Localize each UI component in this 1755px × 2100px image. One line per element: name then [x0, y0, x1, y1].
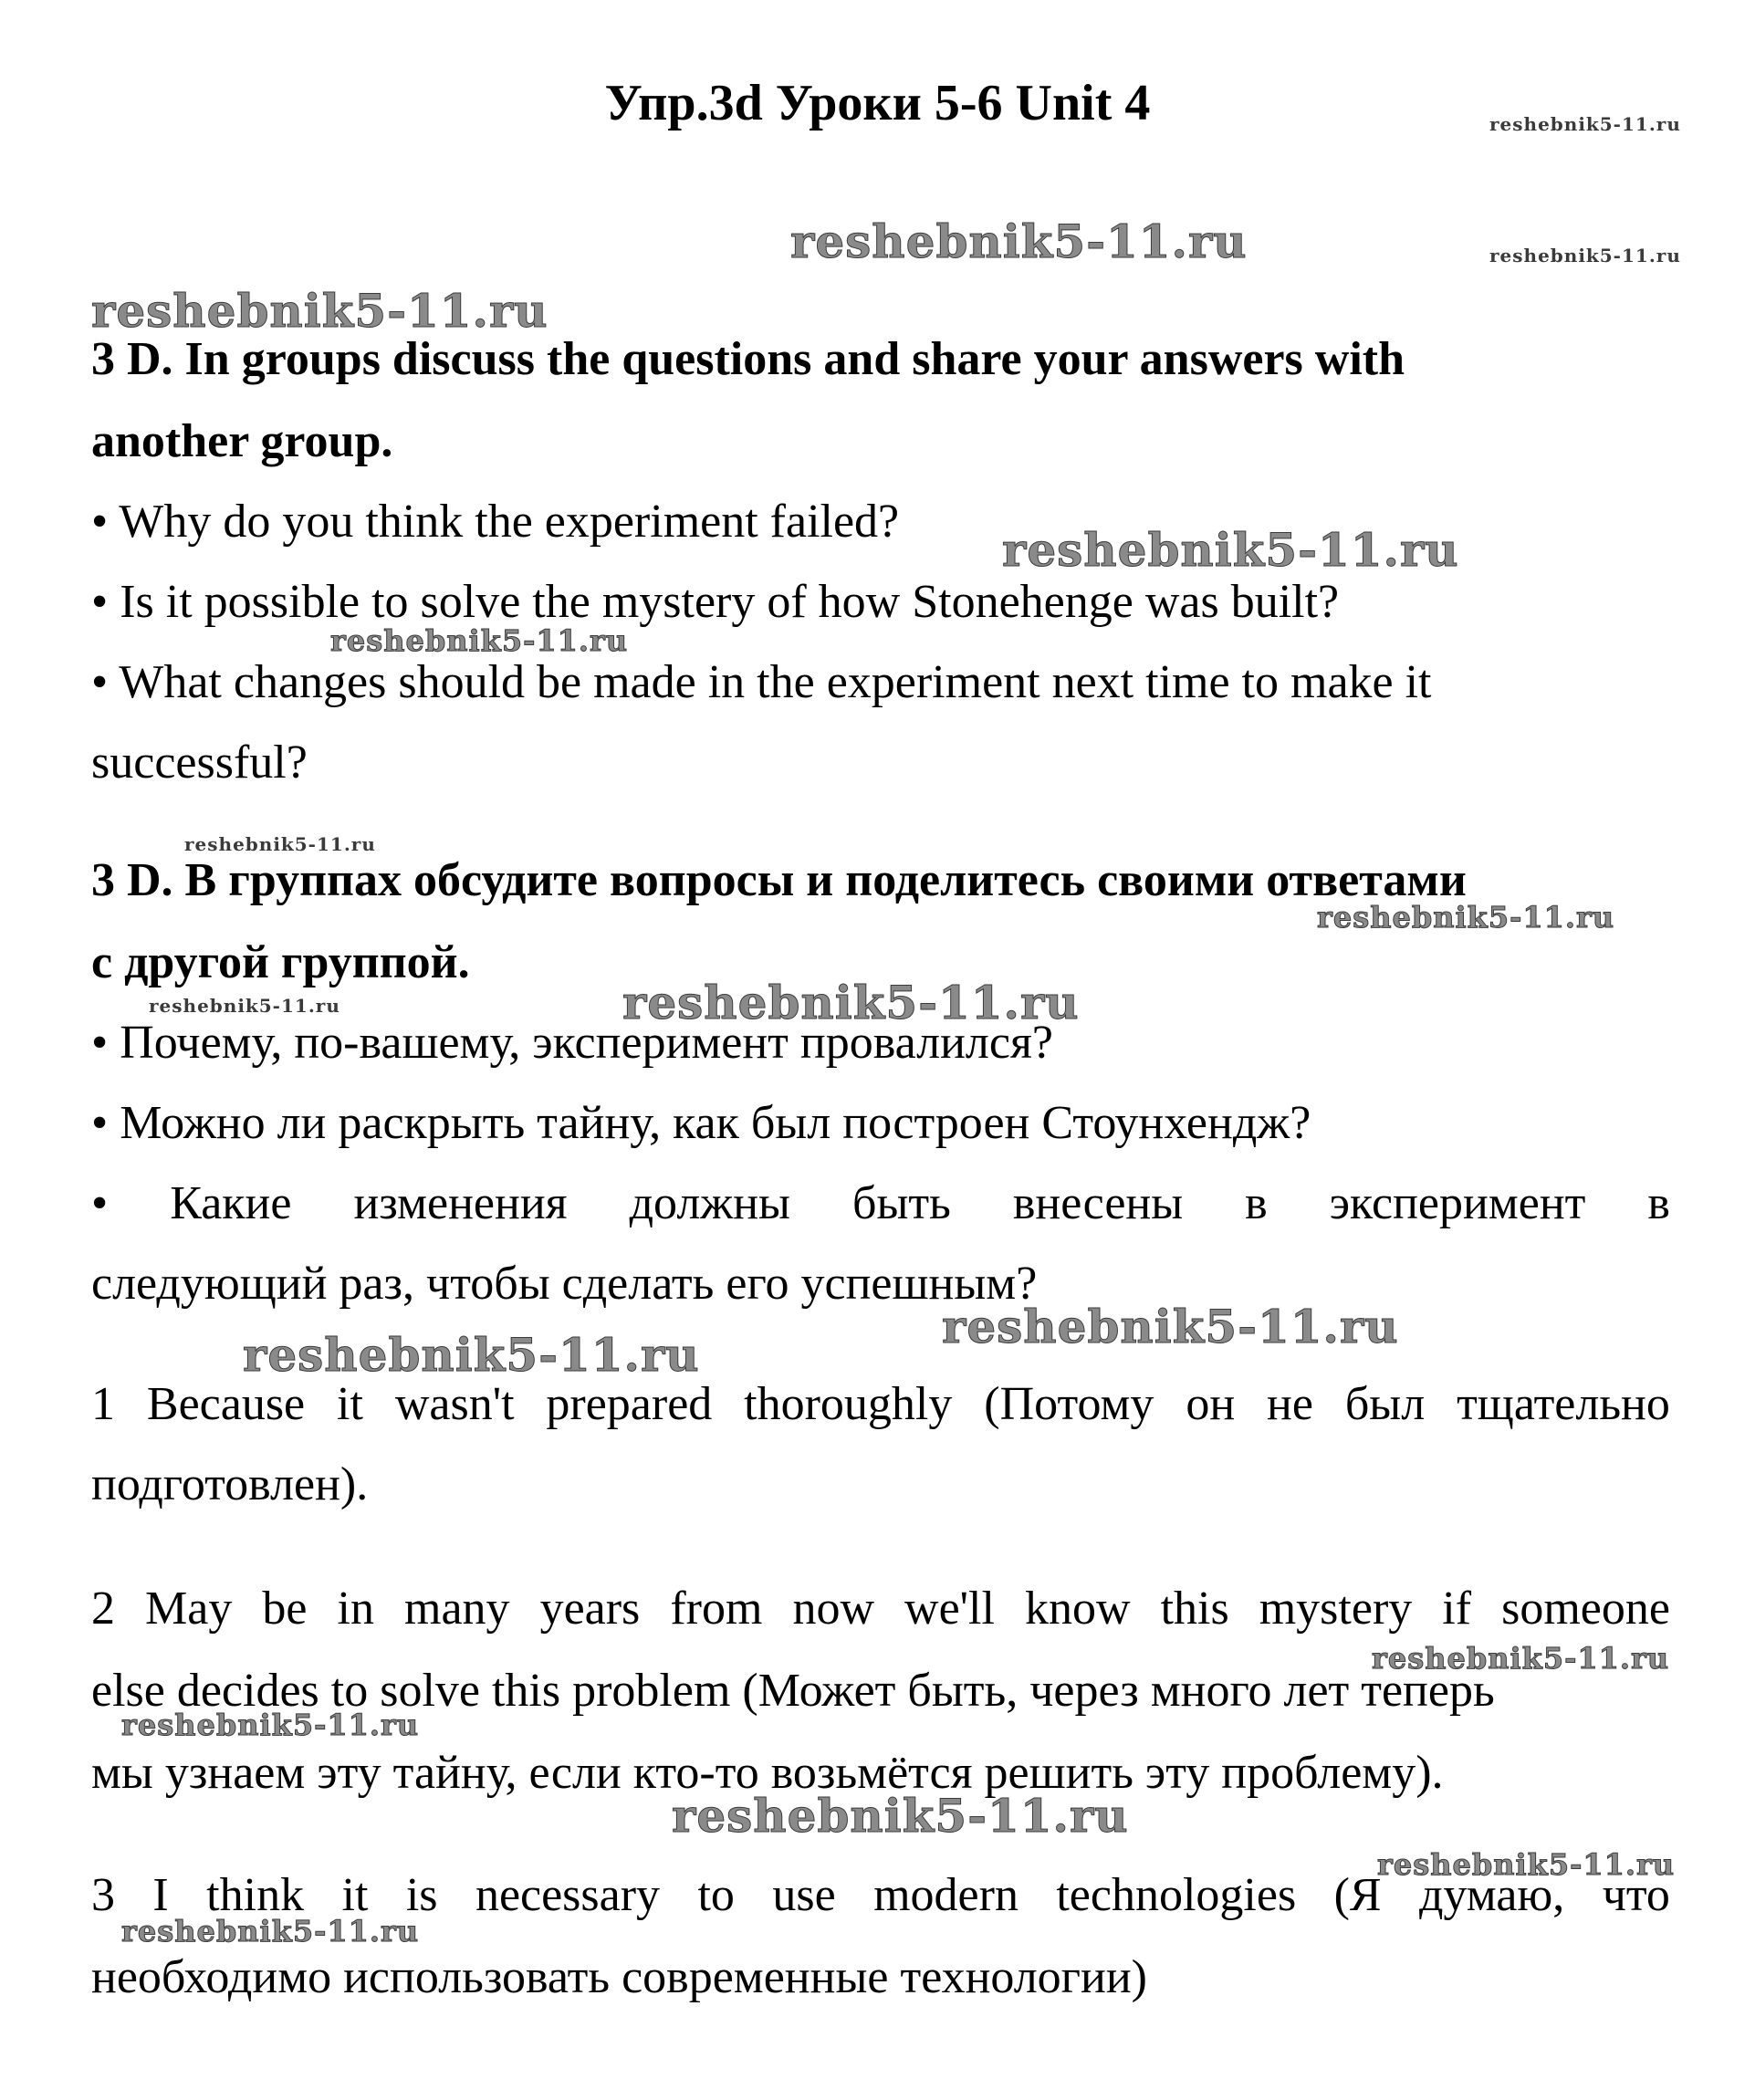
answer-1-line2: подготовлен).	[91, 1458, 369, 1510]
word: this	[1160, 1583, 1229, 1635]
word: Because	[146, 1378, 306, 1430]
word: 1	[91, 1378, 115, 1430]
watermark: reshebnik5-11.ru	[330, 623, 629, 658]
task-en-question-3-line2: successful?	[91, 737, 308, 789]
word: внесены	[1012, 1177, 1184, 1229]
watermark: reshebnik5-11.ru	[942, 1300, 1399, 1353]
word: use	[772, 1869, 836, 1921]
answer-2-line3: мы узнаем эту тайну, если кто-то возьмётся решить эту проблему).	[91, 1747, 1444, 1799]
task-ru-heading-line1: 3 D. В группах обсудите вопросы и поделитесь своими ответами	[91, 854, 1467, 906]
watermark: reshebnik5-11.ru	[672, 1789, 1129, 1843]
task-en-heading-line1: 3 D. In groups discuss the questions and share your answers with	[91, 333, 1405, 385]
word: think	[206, 1869, 305, 1921]
word: know	[1024, 1583, 1131, 1635]
watermark: reshebnik5-11.ru	[1002, 523, 1459, 577]
word: many	[404, 1583, 510, 1635]
word: тщательно	[1457, 1378, 1670, 1430]
word: быть	[852, 1177, 951, 1229]
watermark: reshebnik5-11.ru	[1489, 245, 1681, 266]
word: now	[792, 1583, 874, 1635]
page-title: Упр.3d Уроки 5-6 Unit 4	[604, 75, 1151, 131]
word: years	[539, 1583, 641, 1635]
answer-2-line2: else decides to solve this problem (Может быть, через много лет теперь	[91, 1665, 1495, 1717]
watermark: reshebnik5-11.ru	[121, 1708, 420, 1742]
word: (Потому	[984, 1378, 1154, 1430]
answer-3-line2: необходимо использовать современные технологии)	[91, 1951, 1147, 2003]
word: mystery	[1259, 1583, 1413, 1635]
answer-2-line1	[91, 1580, 1670, 1638]
word: prepared	[546, 1378, 713, 1430]
task-ru-question-3-line2: следующий раз, чтобы сделать его успешным?	[91, 1258, 1038, 1310]
word: modern	[873, 1869, 1019, 1921]
watermark: reshebnik5-11.ru	[1372, 1641, 1670, 1676]
word: it	[337, 1378, 363, 1430]
watermark: reshebnik5-11.ru	[790, 214, 1248, 268]
watermark: reshebnik5-11.ru	[184, 833, 376, 855]
watermark: reshebnik5-11.ru	[622, 976, 1080, 1029]
task-ru-heading-line2: с другой группой.	[91, 936, 470, 988]
watermark: reshebnik5-11.ru	[1317, 900, 1615, 935]
word: is	[405, 1869, 438, 1921]
word: May	[145, 1583, 233, 1635]
task-en-question-2: • Is it possible to solve the mystery of how Stonehenge was built?	[91, 576, 1340, 628]
word: someone	[1501, 1583, 1670, 1635]
word: in	[337, 1583, 374, 1635]
task-en-heading-line2: another group.	[91, 415, 393, 467]
word: to	[697, 1869, 735, 1921]
word: from	[670, 1583, 763, 1635]
task-en-question-1: • Why do you think the experiment failed?	[91, 496, 900, 548]
task-ru-question-3-line1	[91, 1175, 1670, 1233]
word: technologies	[1056, 1869, 1297, 1921]
word: думаю,	[1419, 1869, 1565, 1921]
word: в	[1647, 1177, 1670, 1229]
watermark: reshebnik5-11.ru	[121, 1914, 420, 1949]
word: Какие	[170, 1177, 292, 1229]
watermark: reshebnik5-11.ru	[1377, 1847, 1676, 1882]
word: •	[91, 1177, 109, 1229]
watermark: reshebnik5-11.ru	[1489, 113, 1681, 135]
word: что	[1602, 1869, 1670, 1921]
word: we'll	[904, 1583, 995, 1635]
word: (Я	[1333, 1869, 1382, 1921]
word: в	[1245, 1177, 1268, 1229]
word: 3	[91, 1869, 115, 1921]
word: 2	[91, 1583, 115, 1635]
word: it	[341, 1869, 369, 1921]
watermark: reshebnik5-11.ru	[149, 995, 340, 1017]
word: wasn't	[394, 1378, 515, 1430]
word: thoroughly	[744, 1378, 953, 1430]
task-ru-question-1: • Почему, по-вашему, эксперимент провалился?	[91, 1017, 1053, 1069]
word: он	[1186, 1378, 1236, 1430]
word: должны	[629, 1177, 790, 1229]
word: I	[152, 1869, 169, 1921]
word: был	[1344, 1378, 1426, 1430]
word: if	[1442, 1583, 1472, 1635]
word: не	[1267, 1378, 1313, 1430]
word: necessary	[475, 1869, 661, 1921]
watermark: reshebnik5-11.ru	[91, 284, 548, 338]
word: be	[262, 1583, 308, 1635]
task-ru-question-2: • Можно ли раскрыть тайну, как был построен Стоунхендж?	[91, 1097, 1311, 1149]
word: эксперимент	[1329, 1177, 1586, 1229]
answer-1-line1	[91, 1375, 1670, 1434]
task-en-question-3-line1: • What changes should be made in the experiment next time to make it	[91, 656, 1432, 708]
word: изменения	[353, 1177, 568, 1229]
watermark: reshebnik5-11.ru	[243, 1328, 700, 1382]
